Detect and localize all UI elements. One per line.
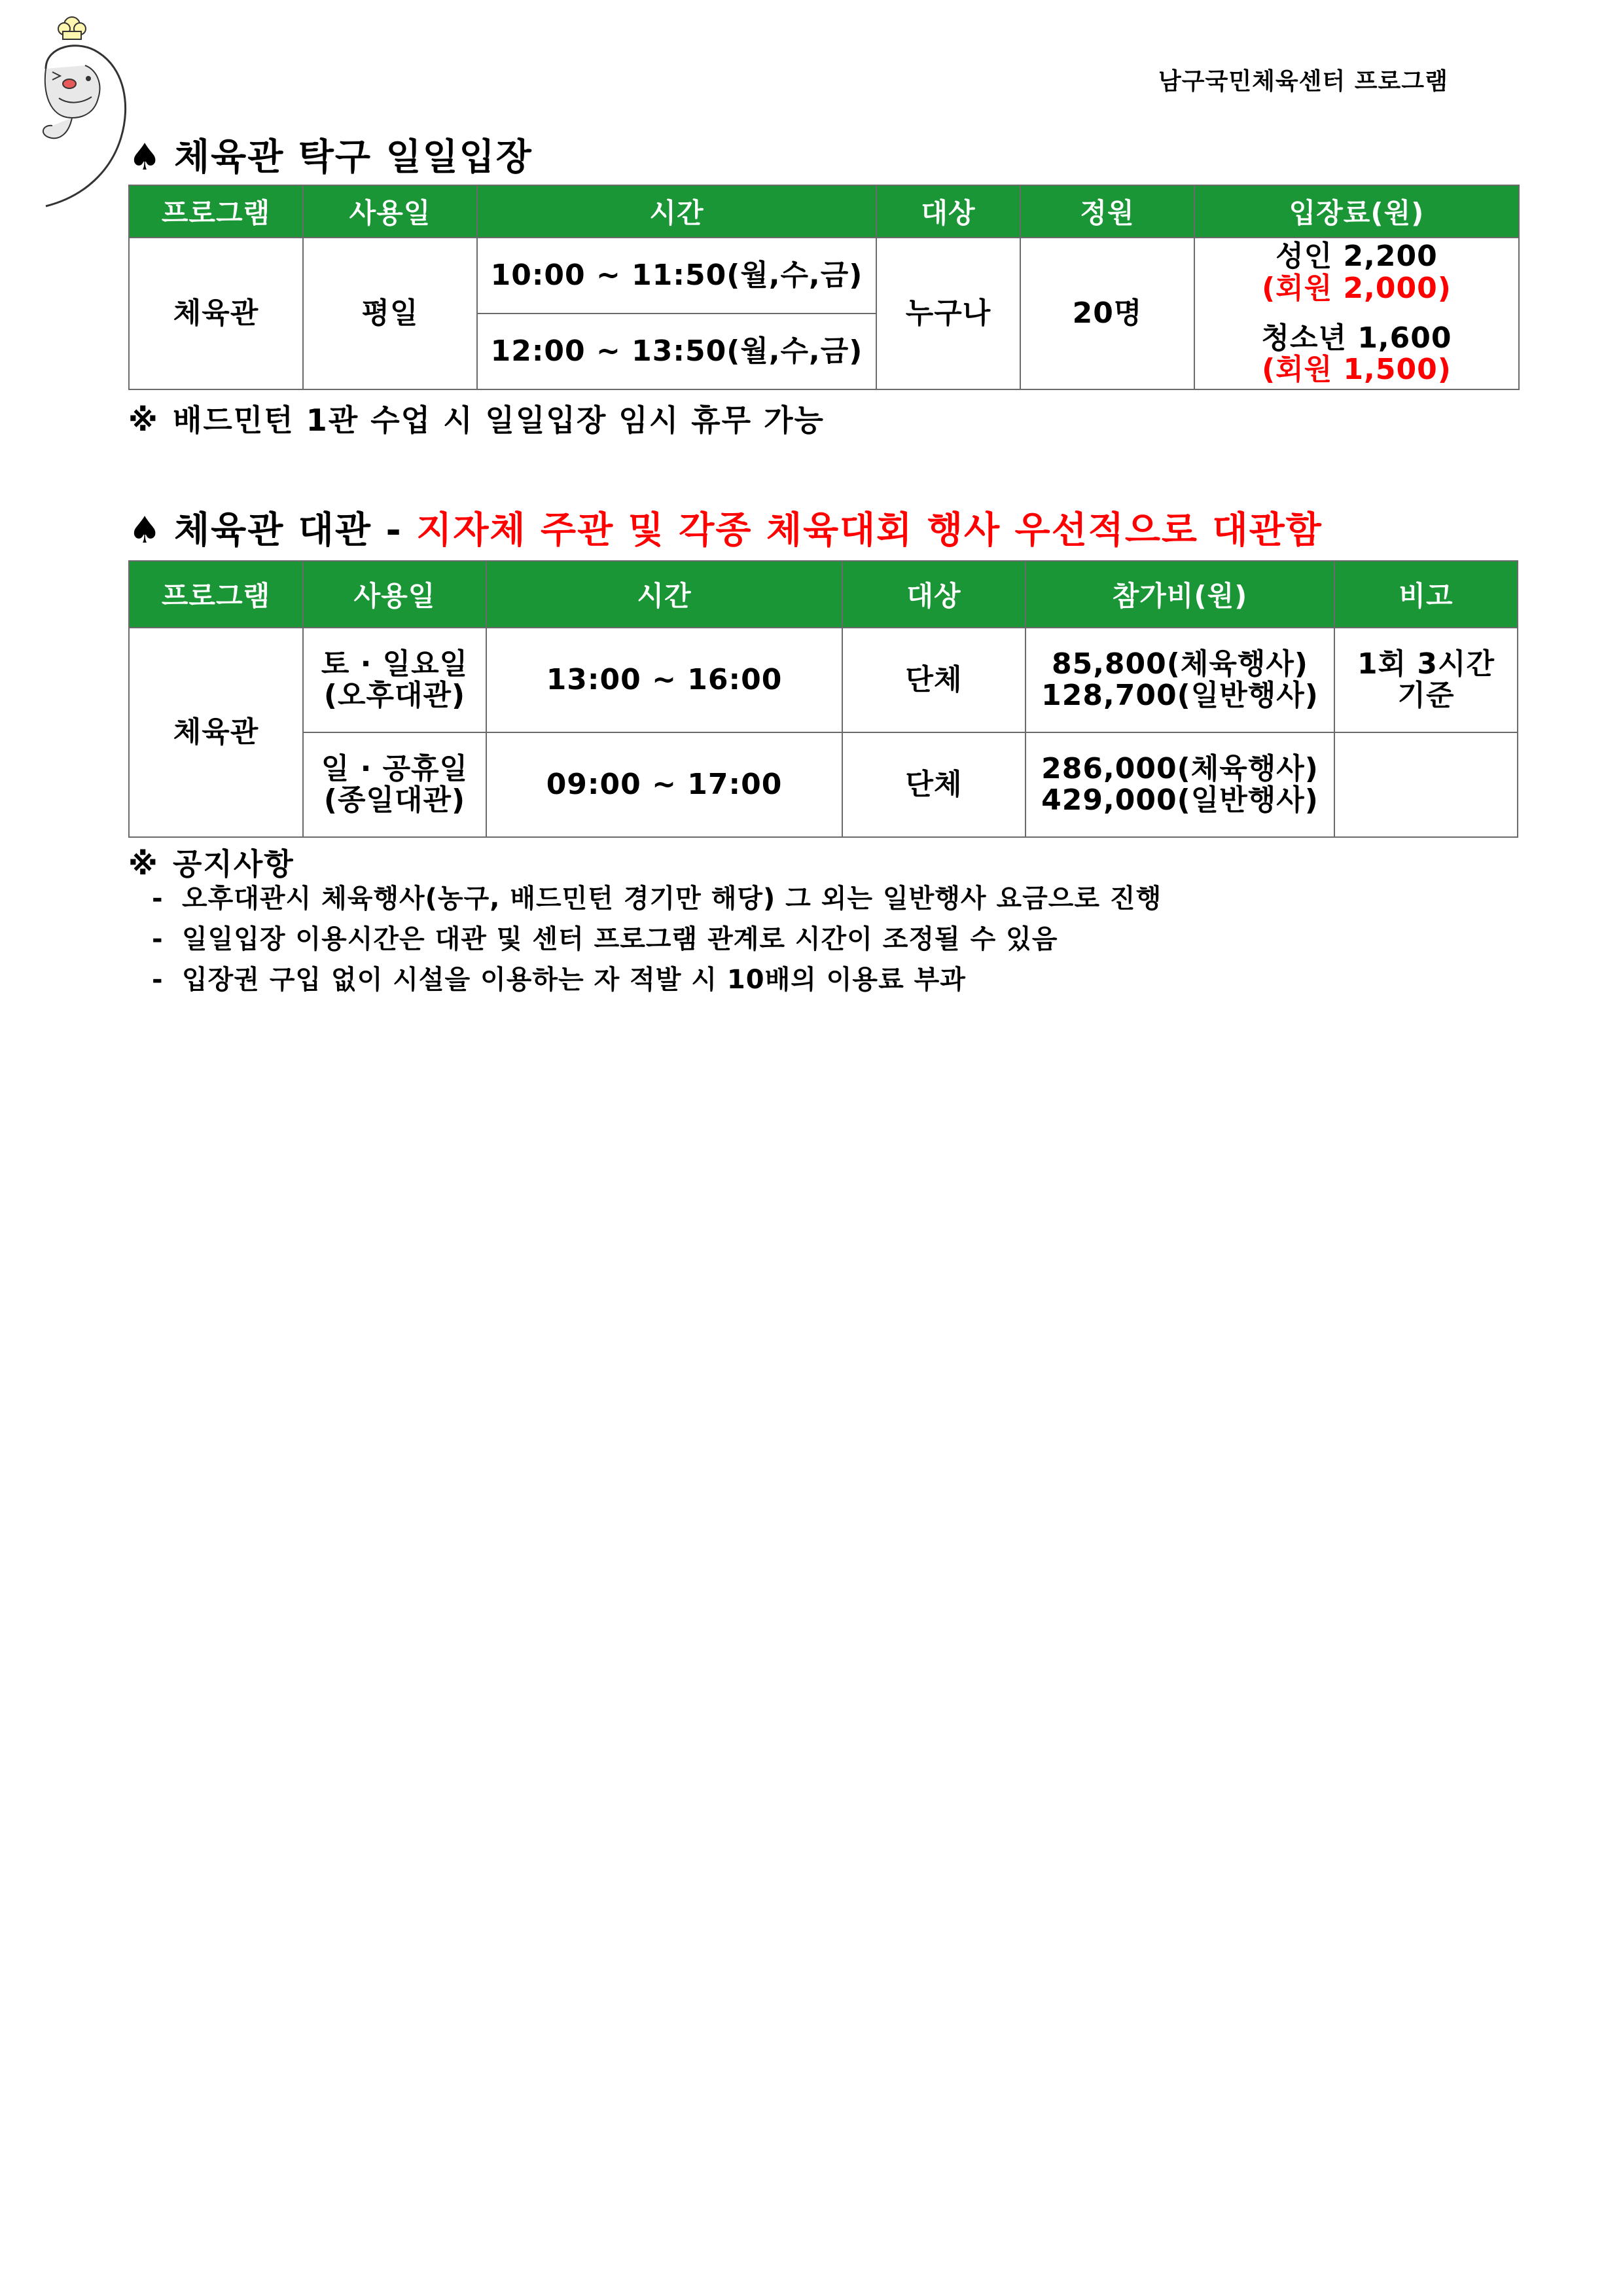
fee-line1: 286,000(체육행사) bbox=[1041, 751, 1319, 785]
day-line2: (오후대관) bbox=[323, 679, 466, 712]
cell-fee bbox=[1026, 628, 1334, 732]
cell-fee bbox=[1026, 732, 1334, 837]
spade-icon: ♠ bbox=[128, 136, 163, 179]
table-row bbox=[129, 238, 1519, 314]
header-target: 대상 bbox=[876, 185, 1020, 238]
table-row bbox=[129, 732, 1518, 837]
day-line1: 일 · 공휴일 bbox=[321, 751, 469, 785]
cell-time-2: 12:00 ~ 13:50(월,수,금) bbox=[477, 314, 876, 389]
section2-title-red: 지자체 주관 및 각종 체육대회 행사 우선적으로 대관함 bbox=[416, 509, 1323, 552]
cell-time: 09:00 ~ 17:00 bbox=[486, 732, 842, 837]
section2-title bbox=[128, 501, 1323, 554]
header-target: 대상 bbox=[842, 561, 1026, 628]
header-capacity: 정원 bbox=[1020, 185, 1194, 238]
notice-heading bbox=[128, 840, 294, 884]
notice-item-3: 입장권 구입 없이 시설을 이용하는 자 적발 시 10배의 이용료 부과 bbox=[182, 965, 966, 995]
spade-icon: ♠ bbox=[128, 509, 163, 552]
cell-day bbox=[303, 628, 486, 732]
section2-title-black: 체육관 대관 - bbox=[174, 509, 417, 552]
cell-capacity: 20명 bbox=[1020, 238, 1194, 389]
section1-title-text: 체육관 탁구 일일입장 bbox=[174, 136, 533, 179]
cell-day bbox=[303, 732, 486, 837]
list-item: - 입장권 구입 없이 시설을 이용하는 자 적발 시 10배의 이용료 부과 bbox=[152, 965, 966, 995]
header-fee: 참가비(원) bbox=[1026, 561, 1334, 628]
fee-line2: 429,000(일반행사) bbox=[1041, 783, 1319, 817]
header-title: 남구국민체육센터 프로그램 bbox=[1158, 68, 1448, 95]
cell-program: 체육관 bbox=[129, 628, 303, 837]
cell-target: 단체 bbox=[842, 628, 1026, 732]
cell-time-1: 10:00 ~ 11:50(월,수,금) bbox=[477, 238, 876, 314]
section1-title bbox=[128, 128, 533, 181]
header-program: 프로그램 bbox=[129, 561, 303, 628]
header-day: 사용일 bbox=[303, 185, 477, 238]
section1-note-text: 배드민턴 1관 수업 시 일일입장 임시 휴무 가능 bbox=[173, 403, 825, 438]
mascot-logo bbox=[33, 7, 131, 209]
fee-line1: 85,800(체육행사) bbox=[1051, 647, 1309, 681]
table-header-row bbox=[129, 561, 1518, 628]
notice-item-1: 오후대관시 체육행사(농구, 배드민턴 경기만 해당) 그 외는 일반행사 요금으로 진행 bbox=[182, 884, 1162, 914]
fee-line2: 128,700(일반행사) bbox=[1041, 679, 1319, 712]
header-time: 시간 bbox=[477, 185, 876, 238]
header-day: 사용일 bbox=[303, 561, 486, 628]
day-line1: 토 · 일요일 bbox=[321, 647, 469, 681]
table-header-row bbox=[129, 185, 1519, 238]
fee-youth: 청소년 1,600 bbox=[1261, 321, 1452, 355]
notice-mark: ※ bbox=[128, 846, 159, 882]
fee-adult: 성인 2,200 bbox=[1275, 240, 1438, 274]
notice-list bbox=[152, 878, 1162, 1000]
cell-program: 체육관 bbox=[129, 238, 303, 389]
header-fee: 입장료(원) bbox=[1194, 185, 1519, 238]
notice-item-2: 일일입장 이용시간은 대관 및 센터 프로그램 관계로 시간이 조정될 수 있음 bbox=[182, 924, 1058, 954]
cell-time: 13:00 ~ 16:00 bbox=[486, 628, 842, 732]
table-row bbox=[129, 628, 1518, 732]
fee-adult-member: (회원 2,000) bbox=[1262, 271, 1452, 305]
list-item: - 오후대관시 체육행사(농구, 배드민턴 경기만 해당) 그 외는 일반행사 요금으로 진행 bbox=[152, 884, 1162, 914]
cell-target: 단체 bbox=[842, 732, 1026, 837]
cell-day: 평일 bbox=[303, 238, 477, 389]
cell-remark bbox=[1334, 628, 1518, 732]
rental-table bbox=[128, 560, 1518, 838]
header-remark: 비고 bbox=[1334, 561, 1518, 628]
list-item: - 일일입장 이용시간은 대관 및 센터 프로그램 관계로 시간이 조정될 수 있음 bbox=[152, 924, 1058, 954]
remark-line1: 1회 3시간 bbox=[1357, 647, 1495, 681]
remark-line2: 기준 bbox=[1397, 679, 1455, 712]
cell-fees bbox=[1194, 238, 1519, 389]
cell-remark-empty bbox=[1334, 732, 1518, 837]
notice-title: 공지사항 bbox=[173, 846, 294, 882]
daily-entry-table bbox=[128, 185, 1520, 390]
section1-note bbox=[128, 397, 825, 440]
header-time: 시간 bbox=[486, 561, 842, 628]
cell-target: 누구나 bbox=[876, 238, 1020, 389]
day-line2: (종일대관) bbox=[323, 783, 466, 817]
fee-youth-member: (회원 1,500) bbox=[1262, 353, 1452, 387]
note-mark: ※ bbox=[128, 403, 159, 438]
header-program: 프로그램 bbox=[129, 185, 303, 238]
